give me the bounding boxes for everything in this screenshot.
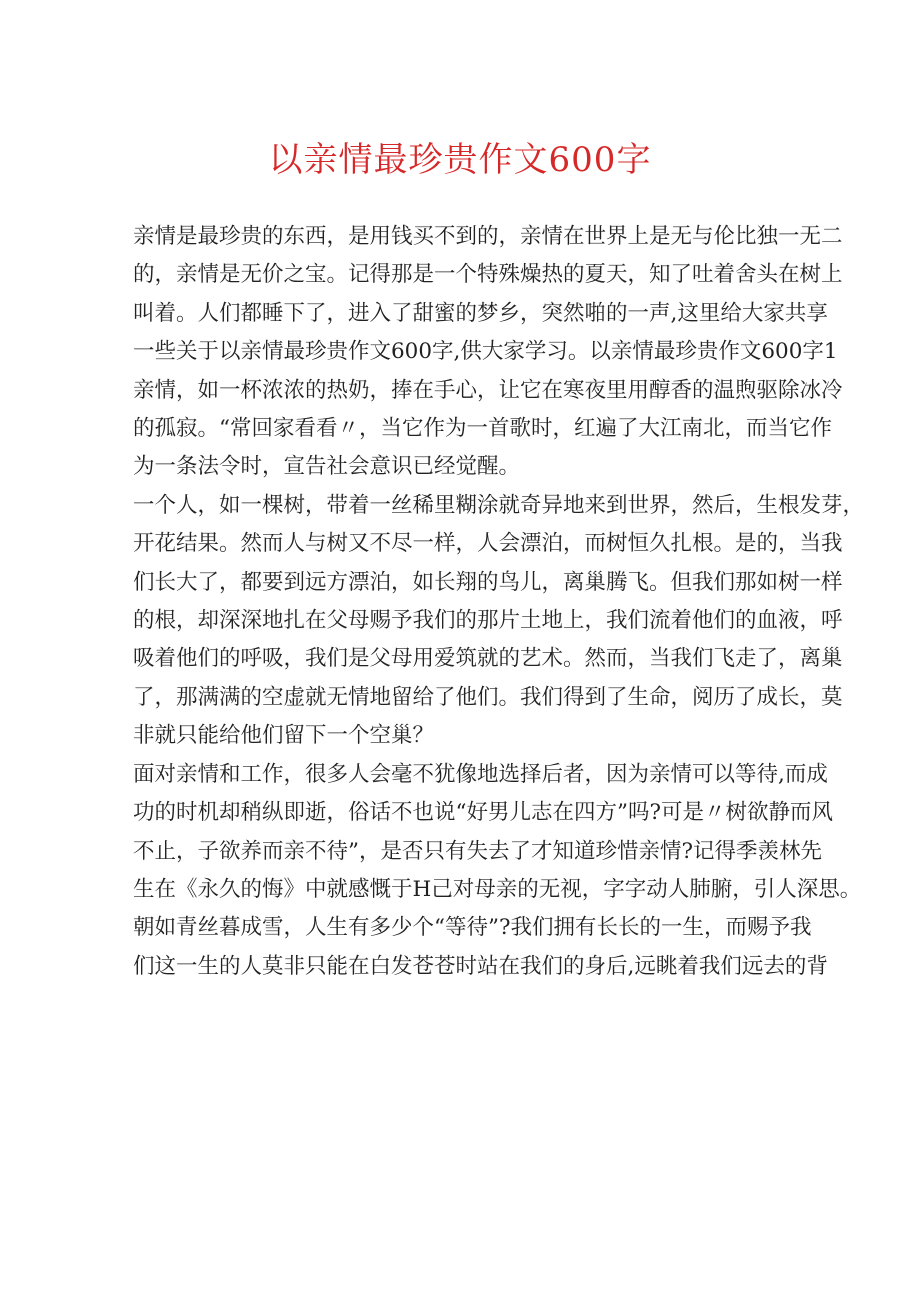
text-line: 的根，却深深地扎在父母赐予我们的那片土地上，我们流着他们的血液，呼 — [133, 608, 843, 634]
text-line: 一些关于以亲情最珍贵作文600字,供大家学习。以亲情最珍贵作文600字1 — [133, 339, 838, 365]
text-line: 为一条法令时，宣告社会意识已经觉醒。 — [133, 454, 521, 480]
text-line: 叫着。人们都睡下了，进入了甜蜜的梦乡，突然啪的一声,这里给大家共享 — [133, 300, 828, 326]
text-line: 吸着他们的呼吸，我们是父母用爱筑就的艺术。然而，当我们飞走了，离巢 — [133, 646, 843, 672]
text-line: 亲情，如一杯浓浓的热奶，捧在手心，让它在寒夜里用醇香的温煦驱除冰冷 — [133, 377, 843, 403]
paragraph-1 — [133, 218, 843, 487]
document-title: 以亲情最珍贵作文600字 — [268, 140, 652, 180]
text-line: 们长大了，都要到远方漂泊，如长翔的鸟儿，离巢腾飞。但我们那如树一样 — [133, 569, 843, 595]
text-line: 了，那满满的空虚就无情地留给了他们。我们得到了生命，阅历了成长，莫 — [133, 684, 843, 710]
text-line: 生在《永久的悔》中就感慨于H己对母亲的无视，字字动人肺腑，引人深思。 — [133, 876, 862, 902]
document-body — [133, 218, 865, 986]
text-line: 的，亲情是无价之宝。记得那是一个特殊燥热的夏天，知了吐着舍头在树上 — [133, 262, 843, 288]
text-line: 不止，子欲养而亲不待”，是否只有失去了才知道珍惜亲情?记得季羡林先 — [133, 838, 823, 864]
text-line: 开花结果。然而人与树又不尽一样，人会漂泊，而树恒久扎根。是的，当我 — [133, 531, 843, 557]
text-line: 的孤寂。“常回家看看〃，当它作为一首歌时，红遍了大江南北，而当它作 — [133, 416, 832, 442]
text-line: 亲情是最珍贵的东西，是用钱买不到的，亲情在世界上是无与伦比独一无二 — [133, 224, 843, 249]
text-line: 功的时机却稍纵即逝，俗话不也说“好男儿志在四方”吗?可是〃树欲静而风 — [133, 800, 834, 826]
text-line: 一个人，如一棵树，带着一丝稀里糊涂就奇异地来到世界，然后，生根发芽， — [133, 492, 865, 518]
paragraph-2 — [133, 487, 865, 756]
text-line: 们这一生的人莫非只能在白发苍苍时站在我们的身后,远眺着我们远去的背 — [133, 953, 828, 979]
text-line: 面对亲情和工作，很多人会毫不犹像地选择后者，因为亲情可以等待,而成 — [133, 761, 828, 787]
text-line: 非就只能给他们留下一个空巢？ — [133, 723, 435, 749]
text-line: 朝如青丝暮成雪，人生有多少个“等待”?我们拥有长长的一生，而赐予我 — [133, 915, 812, 941]
paragraph-3 — [133, 756, 862, 986]
